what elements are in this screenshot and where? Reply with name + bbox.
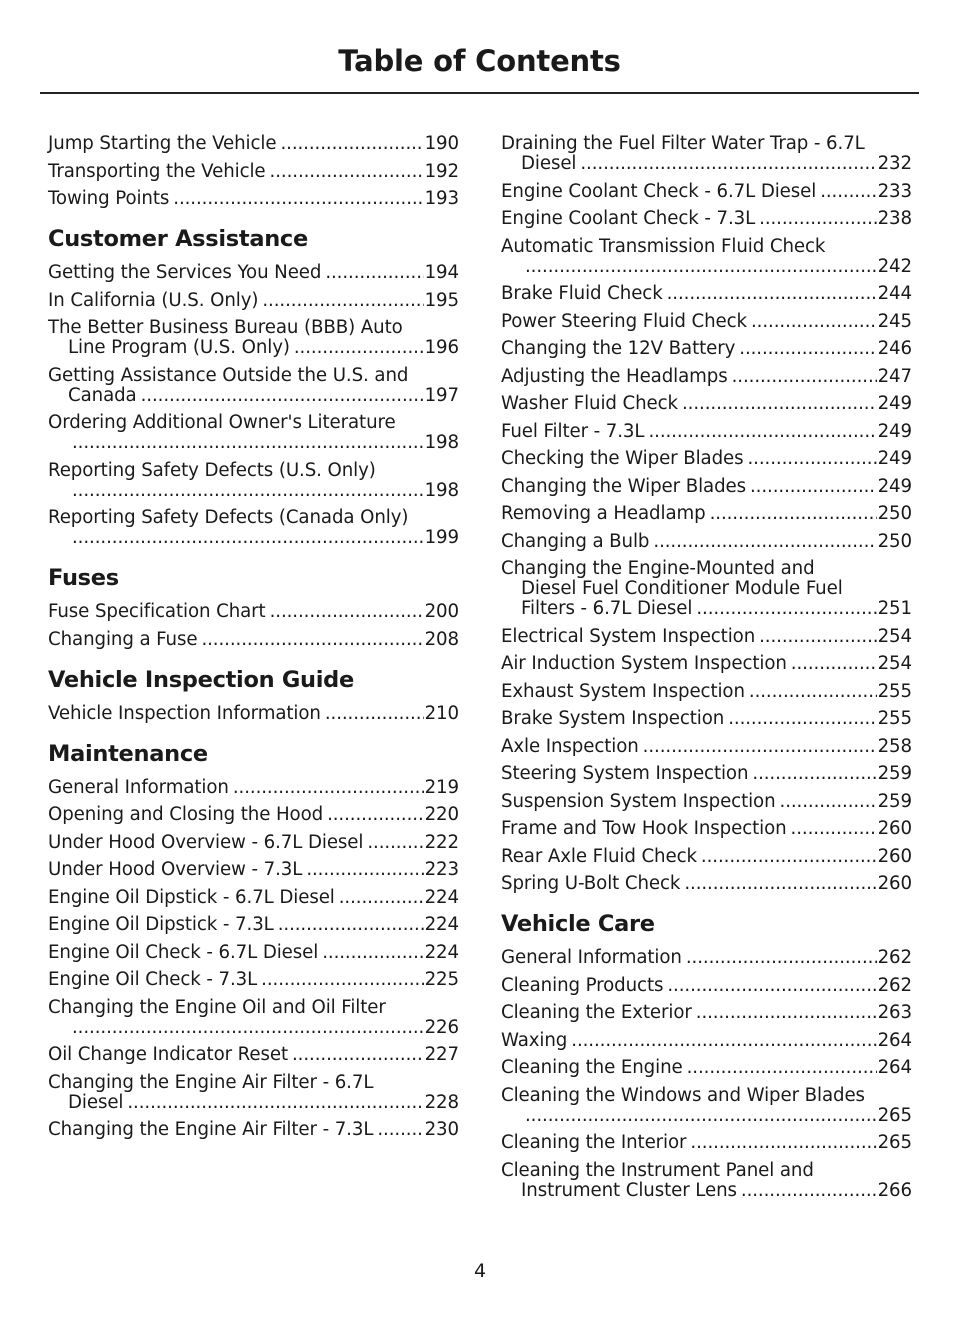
toc-entry-page: 266 [877,1179,912,1201]
dot-leader [682,394,877,414]
toc-entry-page: 265 [877,1104,912,1126]
dot-leader [728,709,876,729]
toc-entry-title: Engine Oil Dipstick - 7.3L [48,914,274,935]
dot-leader [667,284,877,304]
toc-entry[interactable] [48,291,459,311]
toc-entry-continuation [501,599,912,619]
toc-entry-page: 227 [424,1044,459,1065]
toc-entry-page: 222 [424,831,459,853]
toc-entry-page: 260 [877,845,912,867]
dot-leader [820,182,876,202]
toc-entry-title: Oil Change Indicator Reset [48,1044,288,1065]
toc-entry-page: 225 [424,969,459,990]
toc-entry[interactable] [501,449,912,469]
toc-entry[interactable] [48,189,459,209]
toc-entry-title: Changing a Fuse [48,628,198,650]
toc-entry-page: 244 [877,283,912,304]
toc-entry-page: 196 [424,337,459,358]
toc-entry-page: 263 [877,1002,912,1023]
toc-entry[interactable] [48,833,459,853]
toc-entry-title-continued: Instrument Cluster Lens [521,1179,737,1201]
toc-entry-continuation [48,481,459,501]
toc-entry-title: In California (U.S. Only) [48,289,259,311]
toc-entry[interactable] [501,1133,912,1153]
toc-entry-page: 249 [877,448,912,469]
toc-entry-continuation [501,154,912,174]
dot-leader [325,263,423,283]
toc-entry[interactable] [501,477,912,497]
toc-entry-page: 197 [424,384,459,406]
toc-entry[interactable] [48,318,459,358]
dot-leader [270,602,424,622]
dot-leader [759,627,876,647]
toc-entry-title: Ordering Additional Owner's Literature [48,412,396,433]
toc-entry-title: Frame and Tow Hook Inspection [501,818,787,839]
dot-leader [278,915,424,935]
toc-entry[interactable] [48,805,459,825]
toc-entry-title: Electrical System Inspection [501,625,756,647]
toc-entry-title: Exhaust System Inspection [501,680,745,702]
toc-entry-page: 249 [877,475,912,497]
toc-entry-continuation [501,1181,912,1201]
toc-entry-page: 251 [877,598,912,619]
toc-entry-title: Under Hood Overview - 7.3L [48,859,303,880]
toc-entry-page: 233 [877,180,912,202]
toc-entry-page: 260 [877,818,912,839]
dot-leader [173,189,423,209]
toc-entry-title: Brake System Inspection [501,708,725,729]
dot-leader [339,888,424,908]
toc-entry-page: 208 [424,628,459,650]
section-heading: Maintenance [48,740,208,767]
toc-entry[interactable] [48,1073,459,1113]
toc-right-column [501,134,912,1208]
toc-entry-title: General Information [501,947,682,968]
toc-entry-title: Changing the Engine Air Filter - 6.7L [48,1071,374,1093]
toc-entry-page: 262 [877,974,912,996]
dot-leader [667,976,876,996]
toc-entry-title: Waxing [501,1029,568,1051]
toc-entry-continuation [48,433,459,453]
toc-entry-continuation [501,1106,912,1126]
toc-entry[interactable] [501,367,912,387]
toc-entry-page: 246 [877,338,912,359]
toc-entry[interactable] [48,704,459,724]
toc-entry-page: 262 [877,947,912,968]
page-number: 4 [473,1260,487,1282]
toc-entry-title: Engine Coolant Check - 6.7L Diesel [501,180,817,202]
dot-leader [141,386,424,406]
dot-leader [732,367,877,387]
dot-leader [752,764,876,784]
toc-entry-title: Opening and Closing the Hood [48,804,324,825]
toc-entry-title: Washer Fluid Check [501,393,678,414]
toc-entry[interactable] [501,976,912,996]
toc-entry-page: 250 [877,503,912,524]
toc-entry-title: Fuse Specification Chart [48,601,266,622]
dot-leader [280,134,423,154]
toc-entry-title: Checking the Wiper Blades [501,448,744,469]
toc-entry-continuation [48,1093,459,1113]
toc-entry[interactable] [48,778,459,798]
dot-leader [72,1018,424,1038]
toc-entry-page: 219 [424,776,459,798]
toc-entry-title: Spring U-Bolt Check [501,873,681,894]
toc-entry-title: Steering System Inspection [501,763,749,784]
toc-entry-title: Reporting Safety Defects (U.S. Only) [48,459,376,481]
toc-entry-title: Brake Fluid Check [501,283,663,304]
toc-entry[interactable] [501,1086,912,1126]
toc-entry-page: 255 [877,680,912,702]
page-title: Table of Contents [338,44,621,78]
toc-entry-page: 220 [424,804,459,825]
dot-leader [292,1045,424,1065]
toc-entry[interactable] [501,1003,912,1023]
toc-entry-title: Air Induction System Inspection [501,653,787,674]
toc-entry[interactable] [48,162,459,182]
toc-entry-continuation [48,338,459,358]
toc-entry-title: Reporting Safety Defects (Canada Only) [48,507,409,528]
dot-leader [262,291,423,311]
section-heading: Vehicle Care [501,911,655,937]
dot-leader [748,449,877,469]
dot-leader [696,1003,877,1023]
toc-entry-title: Cleaning the Exterior [501,1002,692,1023]
toc-entry-page: 200 [424,601,459,622]
dot-leader [687,1058,877,1078]
dot-leader [741,1181,877,1201]
toc-entry-title: Engine Oil Dipstick - 6.7L Diesel [48,886,335,908]
toc-entry-page: 242 [877,255,912,277]
dot-leader [696,599,876,619]
toc-entry-page: 230 [424,1119,459,1140]
dot-leader [751,312,877,332]
toc-entry-continuation [48,1018,459,1038]
toc-entry[interactable] [501,764,912,784]
toc-entry-title: Cleaning the Instrument Panel and [501,1159,814,1181]
toc-entry-page: 223 [424,859,459,880]
toc-entry-title-continued: Canada [68,384,137,406]
toc-entry[interactable] [501,559,912,619]
toc-entry-title: Getting Assistance Outside the U.S. and [48,364,409,386]
dot-leader [525,1106,877,1126]
dot-leader [580,154,876,174]
toc-entry-page: 193 [424,188,459,209]
toc-entry[interactable] [48,943,459,963]
toc-entry-title: Adjusting the Headlamps [501,365,728,387]
toc-entry-title: Transporting the Vehicle [48,160,266,182]
toc-entry-page: 264 [877,1057,912,1078]
toc-entry-title: Engine Oil Check - 7.3L [48,969,258,990]
toc-entry[interactable] [501,874,912,894]
toc-entry-page: 247 [877,365,912,387]
dot-leader [701,847,877,867]
toc-entry-title: Changing the Engine Air Filter - 7.3L [48,1119,374,1140]
toc-entry-title: Engine Oil Check - 6.7L Diesel [48,941,319,963]
toc-entry-page: 260 [877,873,912,894]
toc-entry-title: Cleaning the Interior [501,1132,687,1153]
toc-entry-title: Vehicle Inspection Information [48,702,321,724]
dot-leader [72,433,424,453]
dot-leader [643,737,877,757]
dot-leader [648,422,876,442]
dot-leader [571,1031,876,1051]
toc-entry[interactable] [48,630,459,650]
toc-entry-title: Changing a Bulb [501,530,650,552]
toc-entry[interactable] [501,627,912,647]
dot-leader [686,948,877,968]
toc-entry-page: 250 [877,530,912,552]
toc-entry-page: 259 [877,763,912,784]
toc-entry-title: Changing the 12V Battery [501,338,736,359]
dot-leader [72,528,424,548]
toc-entry[interactable] [48,998,459,1038]
toc-entry-title-continued: Diesel [68,1091,124,1113]
toc-entry-title: Changing the Engine-Mounted and [501,558,815,579]
dot-leader [690,1133,876,1153]
toc-entry[interactable] [48,602,459,622]
toc-entry-page: 224 [424,914,459,935]
dot-leader [261,970,423,990]
toc-entry-page: 198 [424,479,459,501]
toc-entry-title: Towing Points [48,188,170,209]
section-heading: Vehicle Inspection Guide [48,666,354,693]
dot-leader [525,257,877,277]
dot-leader [325,704,424,724]
toc-entry-title-continued: Line Program (U.S. Only) [68,337,290,358]
toc-entry-title: Jump Starting the Vehicle [48,133,277,154]
toc-entry-title: Cleaning Products [501,974,664,996]
dot-leader [270,162,424,182]
section-heading: Fuses [48,565,119,591]
toc-entry[interactable] [501,394,912,414]
toc-entry[interactable] [48,860,459,880]
toc-entry[interactable] [501,1058,912,1078]
toc-entry[interactable] [501,709,912,729]
toc-entry-page: 265 [877,1132,912,1153]
dot-leader [791,819,877,839]
toc-entry-page: 195 [424,289,459,311]
toc-entry[interactable] [48,134,459,154]
toc-entry[interactable] [48,888,459,908]
toc-entry[interactable] [501,532,912,552]
toc-entry-title: Power Steering Fluid Check [501,310,747,332]
toc-entry-title: Getting the Services You Need [48,262,322,283]
toc-entry-page: 254 [877,625,912,647]
toc-entry[interactable] [501,737,912,757]
toc-entry[interactable] [501,209,912,229]
toc-entry-continuation [48,386,459,406]
toc-entry[interactable] [501,682,912,702]
toc-entry[interactable] [501,819,912,839]
toc-entry-page: 249 [877,420,912,442]
toc-entry-page: 238 [877,208,912,229]
toc-entry-page: 259 [877,790,912,812]
toc-entry[interactable] [501,312,912,332]
toc-entry-title: Fuel Filter - 7.3L [501,420,645,442]
toc-entry-title: Axle Inspection [501,735,639,757]
section-heading: Customer Assistance [48,226,308,252]
dot-leader [653,532,876,552]
toc-entry-title-continued: Diesel Fuel Conditioner Module Fuel [521,578,843,599]
dot-leader [201,630,423,650]
toc-entry[interactable] [48,508,459,548]
toc-entry-title-continued: Diesel [521,153,577,174]
toc-entry-page: 194 [424,262,459,283]
toc-entry-page: 255 [877,708,912,729]
dot-leader [72,481,424,501]
toc-entry-title: Changing the Wiper Blades [501,475,746,497]
toc-entry[interactable] [501,134,912,174]
toc-entry[interactable] [48,263,459,283]
toc-entry-title: Cleaning the Windows and Wiper Blades [501,1084,865,1106]
toc-entry[interactable] [48,1045,459,1065]
toc-entry[interactable] [48,915,459,935]
toc-entry[interactable] [501,504,912,524]
toc-entry-page: 226 [424,1016,459,1038]
toc-entry[interactable] [48,1120,459,1140]
dot-leader [377,1120,423,1140]
dot-leader [322,943,423,963]
toc-entry-page: 192 [424,160,459,182]
dot-leader [306,860,423,880]
dot-leader [127,1093,423,1113]
toc-entry-page: 224 [424,886,459,908]
toc-entry-page: 198 [424,432,459,453]
toc-entry-title: Rear Axle Fluid Check [501,845,697,867]
dot-leader [759,209,876,229]
toc-entry-title: Changing the Engine Oil and Oil Filter [48,996,386,1018]
toc-entry-title: Engine Coolant Check - 7.3L [501,208,756,229]
toc-entry-continuation [501,257,912,277]
toc-entry-continuation [48,528,459,548]
toc-entry[interactable] [501,847,912,867]
toc-entry-page: 224 [424,941,459,963]
toc-entry-title: General Information [48,776,229,798]
toc-entry[interactable] [501,339,912,359]
toc-entry-page: 264 [877,1029,912,1051]
page-header [40,40,919,94]
toc-entry[interactable] [501,422,912,442]
toc-entry[interactable] [501,284,912,304]
toc-entry-page: 210 [424,702,459,724]
dot-leader [684,874,876,894]
toc-entry[interactable] [501,182,912,202]
toc-left-column [48,134,459,1148]
dot-leader [710,504,877,524]
dot-leader [739,339,876,359]
toc-entry-title: Suspension System Inspection [501,790,776,812]
toc-entry-page: 228 [424,1091,459,1113]
toc-entry[interactable] [501,237,912,277]
dot-leader [749,682,877,702]
toc-entry-page: 199 [424,527,459,548]
toc-entry[interactable] [501,792,912,812]
toc-entry[interactable] [48,413,459,453]
toc-entry-page: 249 [877,393,912,414]
toc-entry[interactable] [501,1161,912,1201]
toc-entry-page: 258 [877,735,912,757]
toc-entry-page: 232 [877,153,912,174]
dot-leader [750,477,877,497]
toc-entry-title: Removing a Headlamp [501,503,706,524]
dot-leader [367,833,423,853]
dot-leader [791,654,877,674]
toc-entry-page: 245 [877,310,912,332]
toc-entry[interactable] [48,970,459,990]
toc-entry[interactable] [48,461,459,501]
toc-entry-page: 190 [424,133,459,154]
toc-entry-title: Draining the Fuel Filter Water Trap - 6.7L [501,133,865,154]
dot-leader [327,805,424,825]
toc-entry[interactable] [501,1031,912,1051]
dot-leader [294,338,424,358]
toc-entry-title: Cleaning the Engine [501,1057,683,1078]
toc-entry[interactable] [48,366,459,406]
toc-entry-title-continued: Filters - 6.7L Diesel [521,598,693,619]
dot-leader [233,778,424,798]
toc-entry-title: Under Hood Overview - 6.7L Diesel [48,831,364,853]
toc-entry[interactable] [501,948,912,968]
dot-leader [780,792,877,812]
toc-entry-title: Automatic Transmission Fluid Check [501,235,826,257]
toc-entry[interactable] [501,654,912,674]
toc-entry-title: The Better Business Bureau (BBB) Auto [48,317,403,338]
toc-entry-page: 254 [877,653,912,674]
